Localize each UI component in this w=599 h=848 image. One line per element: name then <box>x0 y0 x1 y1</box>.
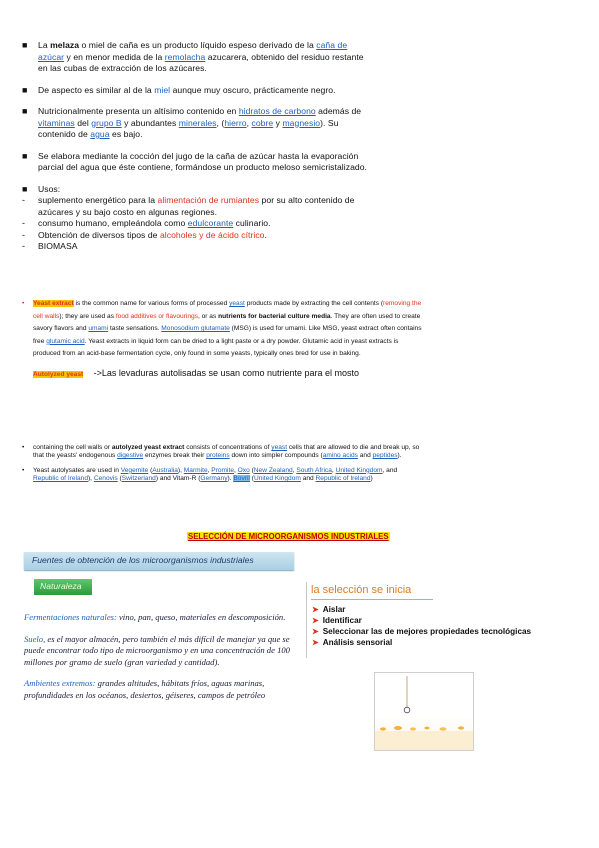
bullet-dot: ■ <box>22 150 28 161</box>
text: o miel de caña es un producto líquido espeso derivado de la <box>79 40 317 50</box>
panel-divider <box>306 582 307 658</box>
text: ) <box>370 475 373 483</box>
link-miel[interactable]: miel <box>154 84 171 95</box>
text: ( <box>117 475 122 483</box>
dash: - <box>22 195 26 205</box>
link-ireland[interactable]: Republic of Ireland <box>33 475 88 483</box>
text: suplemento energético para la <box>38 195 158 205</box>
lead: Ambientes extremos: <box>24 678 96 689</box>
text: , <box>246 117 252 128</box>
text: y en menor medida de la <box>64 51 165 62</box>
link-germany[interactable]: Germany <box>200 475 228 483</box>
text: grandes altitudes, hábitats fríos, aguas marinas, profundidades en los océanos, desiertos, géiseres, campos de petróleo <box>24 678 266 700</box>
link-uk[interactable]: United Kingdom <box>335 466 383 474</box>
text: consumo humano, empleándola como <box>38 218 188 228</box>
seleccion-steps <box>312 604 592 648</box>
bullet-melaza <box>22 40 374 75</box>
melaza-section <box>22 40 374 253</box>
link-cana[interactable]: caña de azúcar <box>38 40 348 62</box>
link-peptides[interactable]: peptides <box>372 452 398 460</box>
bullet-nutricion <box>22 106 374 141</box>
text: cells that are allowed to die and break up, so that the yeasts' endogenous <box>33 444 420 460</box>
text: ) and Vitam-R ( <box>155 475 201 483</box>
link-switzerland[interactable]: Switzerland <box>121 475 156 483</box>
link-grupo-b[interactable]: grupo B <box>91 117 122 128</box>
text: , and <box>382 466 398 474</box>
yeast-extract-section <box>22 298 424 381</box>
link-digestive[interactable]: digestive <box>117 452 144 460</box>
text: Yeast autolysates are used in <box>33 466 121 474</box>
text: De aspecto es similar al de la <box>38 84 155 95</box>
text: Obtención de diversos tipos de <box>38 229 160 240</box>
link-alcoholes[interactable]: alcoholes y de ácido cítrico <box>159 229 265 240</box>
link-vitaminas[interactable]: vitaminas <box>38 117 75 128</box>
para-autolyzed <box>22 444 424 461</box>
text: , or as <box>197 312 219 320</box>
text: consists of concentrations of <box>184 444 272 451</box>
link-edulcorante[interactable]: edulcorante <box>187 218 234 228</box>
text: products made by extracting the cell contents ( <box>244 300 384 307</box>
uso-item <box>22 230 374 242</box>
link-alimentacion[interactable]: alimentación de rumiantes <box>157 195 260 205</box>
text: ), <box>177 466 184 474</box>
note-autolisadas: ->Las levaduras autolisadas se usan como nutriente para el mosto <box>93 367 360 378</box>
text: (MSG) is used for umami. Like MSG, yeast extract often contains free <box>33 325 422 345</box>
step-text: Análisis sensorial <box>322 638 393 647</box>
fuentes-list <box>24 612 304 702</box>
text: , <box>331 466 336 474</box>
link-oxo[interactable]: Oxo <box>237 466 250 474</box>
arrow-icon: ➤ <box>312 616 319 625</box>
text: and <box>357 452 373 460</box>
dash: - <box>22 241 26 251</box>
link-amino-acids[interactable]: amino acids <box>322 452 358 460</box>
text: vino, pan, queso, materiales en descomposición. <box>116 612 286 622</box>
uso-item <box>22 195 374 218</box>
dash: - <box>22 229 26 240</box>
text: ); they are used as <box>59 312 116 320</box>
lead: Suelo, <box>24 633 46 644</box>
text: Se elabora mediante la cocción del jugo de la caña de azúcar hasta la evaporación parcial del agua que éste contiene, formándose un producto meloso semicristalizado. <box>38 150 367 172</box>
section-title: SELECCIÓN DE MICROORGANISMOS INDUSTRIALES <box>188 532 389 541</box>
link-cobre[interactable]: cobre <box>251 117 274 128</box>
text: es bajo. <box>109 129 143 139</box>
link-cenovis[interactable]: Cenovis <box>93 475 118 483</box>
link-new-zealand[interactable]: New Zealand <box>253 466 293 474</box>
link-marmite[interactable]: Marmite <box>183 466 208 474</box>
link-uk[interactable]: United Kingdom <box>253 475 301 483</box>
bullet-dot: • <box>22 466 25 474</box>
bullet-dot: ■ <box>22 40 28 50</box>
text-red: food additives or flavourings <box>115 312 198 320</box>
link-proteins[interactable]: proteins <box>206 452 230 460</box>
link-promite[interactable]: Promite <box>211 466 234 474</box>
step-aislar <box>312 604 592 615</box>
usos-title: Usos: <box>38 183 61 194</box>
link-hierro[interactable]: hierro <box>224 117 247 128</box>
text: culinario. <box>233 218 271 228</box>
step-identificar <box>312 615 592 626</box>
text: enzymes break their <box>143 452 207 460</box>
step-text: Identificar <box>322 616 362 625</box>
text: , <box>234 466 238 474</box>
naturaleza-tag <box>34 579 92 595</box>
step-text: Seleccionar las de mejores propiedades tecnológicas <box>322 627 532 636</box>
link-vegemite[interactable]: Vegemite <box>120 466 149 474</box>
text: down into simpler compounds ( <box>229 452 323 460</box>
step-seleccionar <box>312 626 592 637</box>
text: ), <box>87 475 94 483</box>
text: is the common name for various forms of processed <box>73 300 230 307</box>
link-ireland[interactable]: Republic of Ireland <box>315 475 371 483</box>
text: containing the cell walls or <box>33 444 112 451</box>
colony-plate-image <box>374 672 474 751</box>
bullet-elaboracion <box>22 151 374 174</box>
fuente-fermentaciones <box>24 612 304 624</box>
bullet-aspecto <box>22 85 374 97</box>
dash: - <box>22 218 26 228</box>
text: and <box>300 475 316 483</box>
text: , <box>292 466 297 474</box>
uso-item <box>22 241 374 253</box>
autolyzed-line <box>22 363 424 381</box>
fuente-extremos <box>24 678 304 701</box>
link-remolacha[interactable]: remolacha <box>164 51 206 62</box>
seleccion-title: la selección se inicia <box>311 584 412 596</box>
text: azucarera, obtenido del residuo restante en las cubas de extracción de los azúcares. <box>38 51 364 73</box>
text: es el mayor almacén, pero también el más difícil de manejar ya que se puede encontrar todo tipo de microorganismo y en una concentración de 100 millones por gramo de suelo (gran variedad y cantidad). <box>24 633 290 667</box>
text: aunque muy oscuro, prácticamente negro. <box>170 84 336 95</box>
text-bold: nutrients for bacterial culture media <box>218 312 331 320</box>
bullet-usos <box>22 184 374 196</box>
text: taste sensations. <box>108 325 162 333</box>
seleccion-underline <box>311 599 433 600</box>
para-autolysates <box>22 467 424 484</box>
fuentes-banner <box>24 552 294 570</box>
text: . Yeast extracts in liquid form can be dried to a light paste or a dry powder. Glutamic acid in yeast extracts is produced from an acid-base fermentation cycle, only found in some yeasts, typically ones bred for use in baking. <box>33 337 399 358</box>
text: . They are often used to create savory flavors and <box>33 312 421 333</box>
step-text: Aislar <box>322 605 346 614</box>
text: . <box>264 229 267 240</box>
link-australia[interactable]: Australia <box>152 466 178 474</box>
text: por su alto contenido de azúcares y su bajo costo en algunas regiones. <box>38 195 355 217</box>
bullet-dot: • <box>22 300 25 307</box>
text: ). <box>227 475 234 483</box>
lead: Fermentaciones naturales: <box>24 612 117 622</box>
banner-text: Fuentes de obtención de los microorganismos industriales <box>32 555 254 565</box>
link-south-africa[interactable]: South Africa <box>296 466 332 474</box>
bullet-dot: ■ <box>22 84 28 95</box>
text: La <box>38 40 51 50</box>
text: ). Su contenido de <box>38 117 339 139</box>
step-analisis <box>312 637 592 648</box>
text: , <box>207 466 212 474</box>
bullet-dot: ■ <box>22 106 28 116</box>
text: del <box>74 117 92 128</box>
link-agua[interactable]: agua <box>90 129 110 139</box>
text-bold: autolyzed yeast extract <box>111 444 185 451</box>
tag-text: Naturaleza <box>40 581 82 591</box>
link-yeast[interactable]: yeast <box>271 444 288 451</box>
arrow-icon: ➤ <box>312 627 319 636</box>
link-umami[interactable]: umami <box>88 325 109 333</box>
link-minerales[interactable]: minerales <box>178 117 217 128</box>
autolysate-section <box>22 444 424 484</box>
link-yeast[interactable]: yeast <box>229 300 245 307</box>
text: Nutricionalmente presenta un altísimo contenido en <box>38 106 239 116</box>
text: y abundantes <box>121 117 179 128</box>
text: ( <box>249 466 254 474</box>
link-hidratos[interactable]: hidratos de carbono <box>238 106 316 116</box>
colony-plate-icon <box>375 673 473 750</box>
arrow-icon: ➤ <box>312 605 319 614</box>
arrow-icon: ➤ <box>312 638 319 647</box>
text: ). <box>397 452 402 460</box>
link-glutamic[interactable]: glutamic acid <box>46 337 85 345</box>
link-msg[interactable]: Monosodium glutamate <box>161 325 230 333</box>
text: y <box>273 117 283 128</box>
text: además de <box>315 106 362 116</box>
text: , ( <box>216 117 225 128</box>
uso-item <box>22 218 374 230</box>
link-magnesio[interactable]: magnesio <box>282 117 321 128</box>
highlight-yeast-extract: Yeast extract <box>33 300 74 307</box>
fuente-suelo <box>24 634 304 669</box>
link-bovril[interactable]: Bovril <box>233 475 250 483</box>
text: BIOMASA <box>38 241 78 251</box>
bullet-dot: ■ <box>22 183 28 194</box>
bullet-dot: • <box>22 444 25 451</box>
yeast-paragraph <box>22 298 424 361</box>
text: ( <box>249 475 254 483</box>
highlight-autolyzed: Autolyzed yeast <box>33 370 84 378</box>
text: ( <box>148 466 153 474</box>
text-red: removing the cell walls <box>33 300 422 320</box>
text-bold: melaza <box>50 40 80 50</box>
